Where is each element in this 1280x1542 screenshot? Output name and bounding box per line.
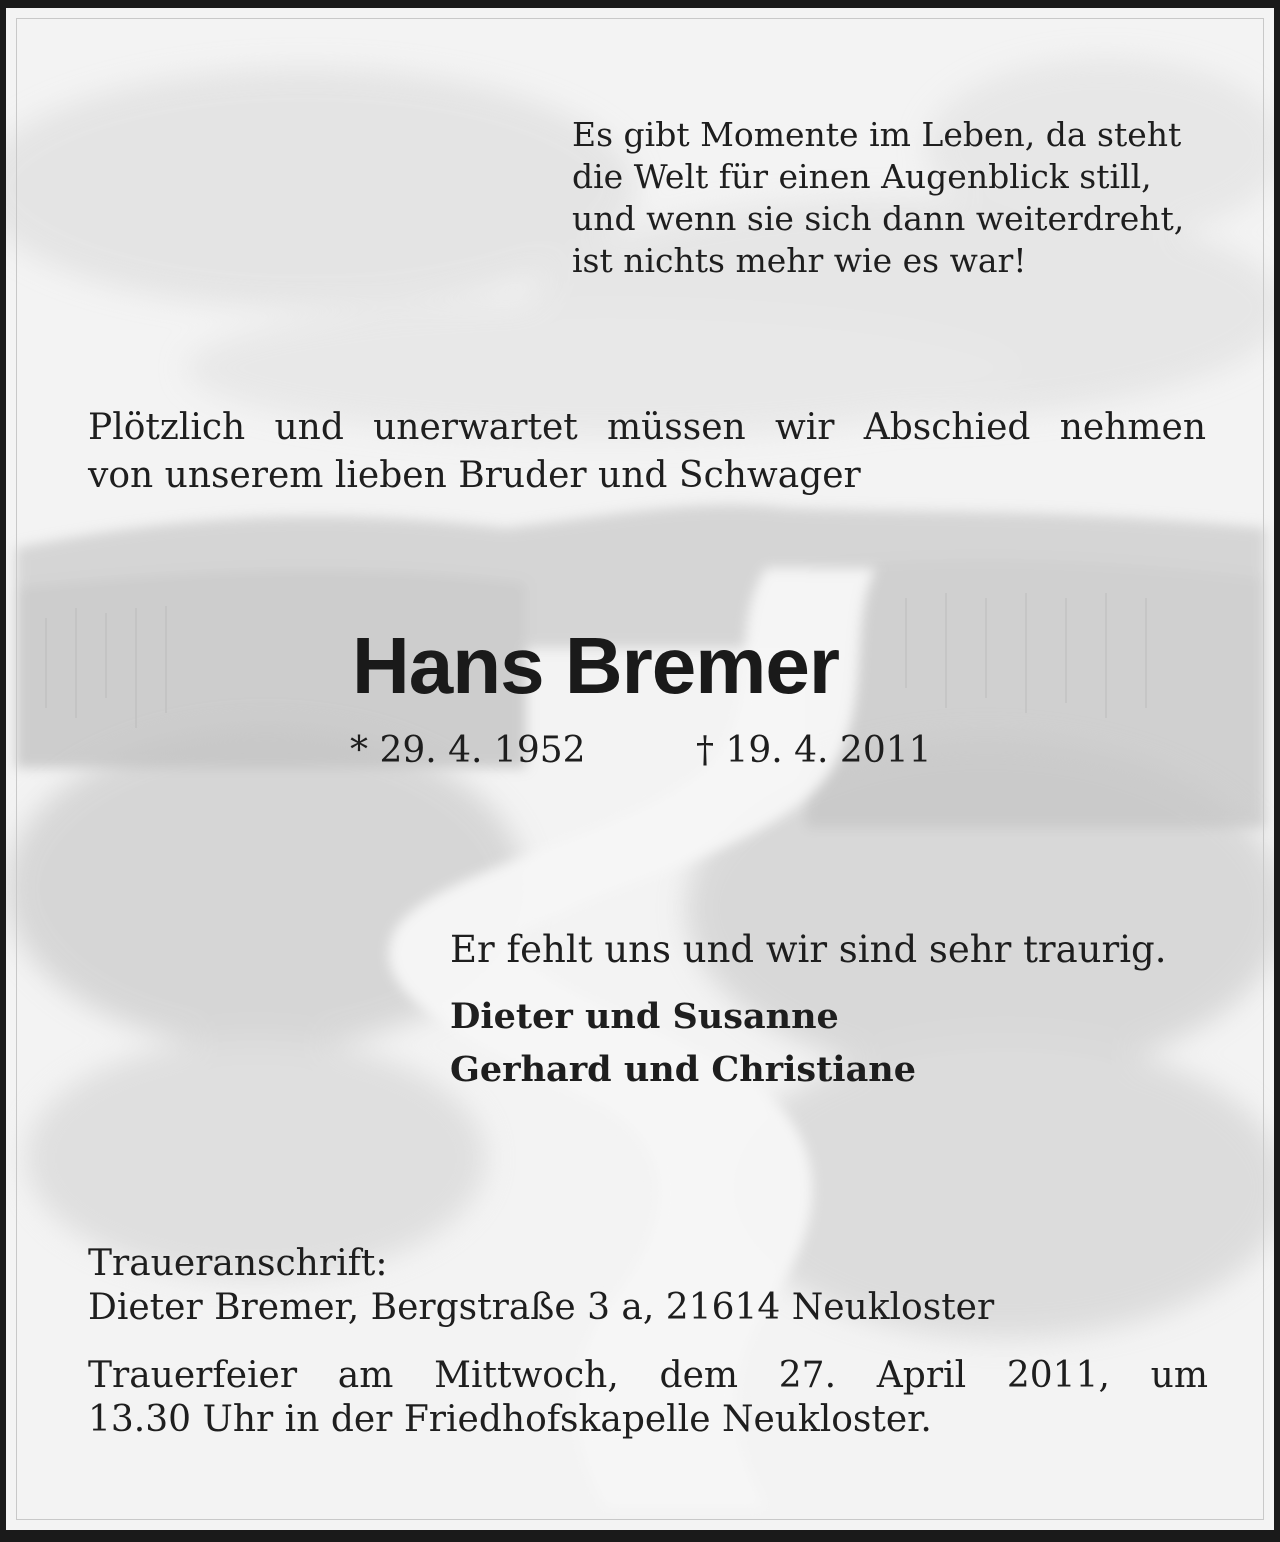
address-text: Dieter Bremer, Bergstraße 3 a, 21614 Neukloster (88, 1287, 995, 1328)
family-signatures (450, 990, 916, 1096)
funeral-service-info (88, 1354, 1208, 1442)
closing-line: Er fehlt uns und wir sind sehr traurig. (450, 928, 1167, 971)
intro-line: Plötzlich und unerwartet müssen wir Abschied nehmen (88, 407, 1206, 448)
service-line: Trauerfeier am Mittwoch, dem 27. April 2011, um (88, 1355, 1208, 1396)
intro-line: von unserem lieben Bruder und Schwager (88, 455, 861, 496)
service-line: 13.30 Uhr in der Friedhofskapelle Neukloster. (88, 1399, 932, 1440)
motto-line: Es gibt Momente im Leben, da steht (572, 115, 1182, 154)
intro-text (88, 404, 1206, 500)
death-date: † 19. 4. 2011 (696, 730, 932, 771)
motto-line: ist nichts mehr wie es war! (572, 241, 1027, 280)
birth-date: * 29. 4. 1952 (350, 730, 586, 771)
deceased-name: Hans Bremer (352, 621, 840, 710)
address-label: Traueranschrift: (88, 1243, 388, 1284)
family-line: Gerhard und Christiane (450, 1049, 916, 1090)
mourning-address (88, 1242, 994, 1330)
motto-line: und wenn sie sich dann weiterdreht, (572, 199, 1185, 238)
family-line: Dieter und Susanne (450, 996, 839, 1037)
motto-quote (572, 114, 1184, 282)
motto-line: die Welt für einen Augenblick still, (572, 157, 1152, 196)
